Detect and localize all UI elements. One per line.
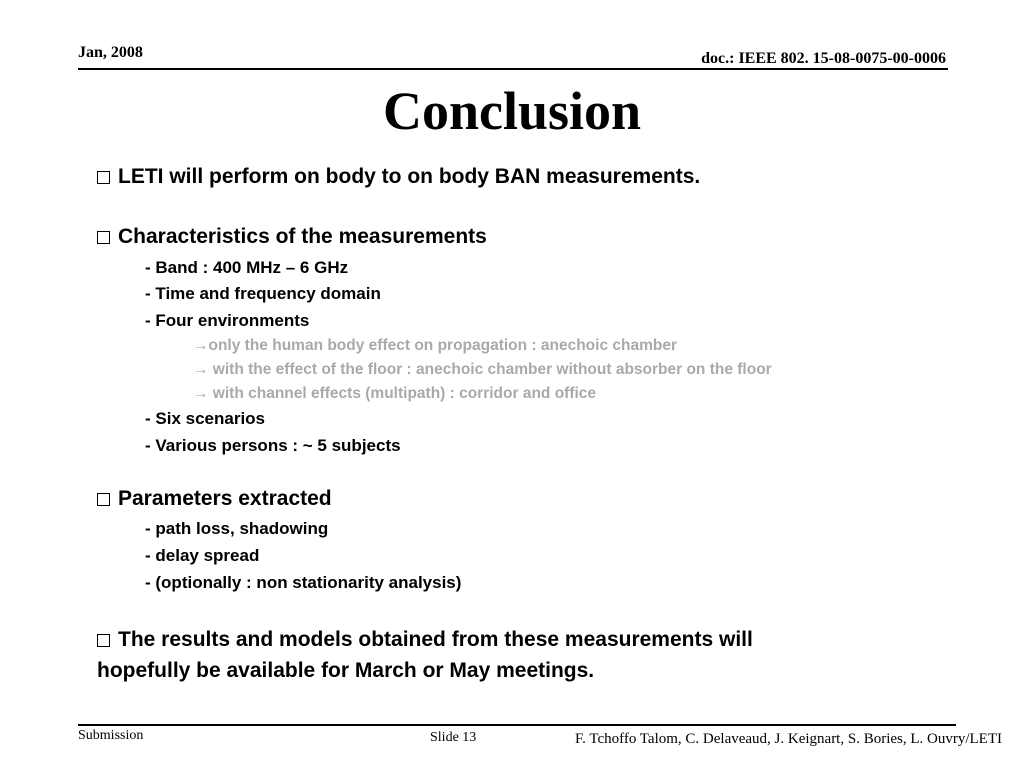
checkbox-bullet-icon [97, 231, 110, 244]
sub-item: - path loss, shadowing [145, 519, 329, 538]
sub-item: - (optionally : non stationarity analysis) [145, 573, 462, 592]
sub-item: - Six scenarios [145, 409, 266, 428]
sub-item: - Band : 400 MHz – 6 GHz [145, 258, 349, 277]
footer-slide-number: Slide 13 [430, 730, 477, 745]
bullet-4-continuation: hopefully be available for March or May meetings. [97, 659, 595, 682]
checkbox-bullet-icon [97, 493, 110, 506]
sub-item: - Various persons : ~ 5 subjects [145, 436, 401, 455]
checkbox-bullet-icon [97, 634, 110, 647]
bullet-3: Parameters extracted [97, 487, 332, 511]
bullet-1: LETI will perform on body to on body BAN measurements. [97, 165, 700, 189]
environment-item: →only the human body effect on propagation : anechoic chamber [193, 337, 677, 354]
sub-item: - delay spread [145, 546, 260, 565]
footer-submission: Submission [78, 728, 144, 743]
slide-title: Conclusion [382, 81, 642, 141]
bullet-2: Characteristics of the measurements [97, 225, 487, 249]
sub-item: - Four environments [145, 311, 310, 330]
environment-item: → with the effect of the floor : anechoic chamber without absorber on the floor [193, 361, 772, 378]
header-doc-id: doc.: IEEE 802. 15-08-0075-00-0006 [701, 50, 946, 67]
header-date: Jan, 2008 [78, 44, 143, 61]
sub-item: - Time and frequency domain [145, 284, 381, 303]
footer-divider [78, 724, 956, 726]
checkbox-bullet-icon [97, 171, 110, 184]
footer-authors: F. Tchoffo Talom, C. Delaveaud, J. Keignart, S. Bories, L. Ouvry/LETI [574, 731, 1002, 747]
environment-item: → with channel effects (multipath) : corridor and office [193, 385, 597, 402]
bullet-4: The results and models obtained from these measurements will [97, 628, 753, 652]
